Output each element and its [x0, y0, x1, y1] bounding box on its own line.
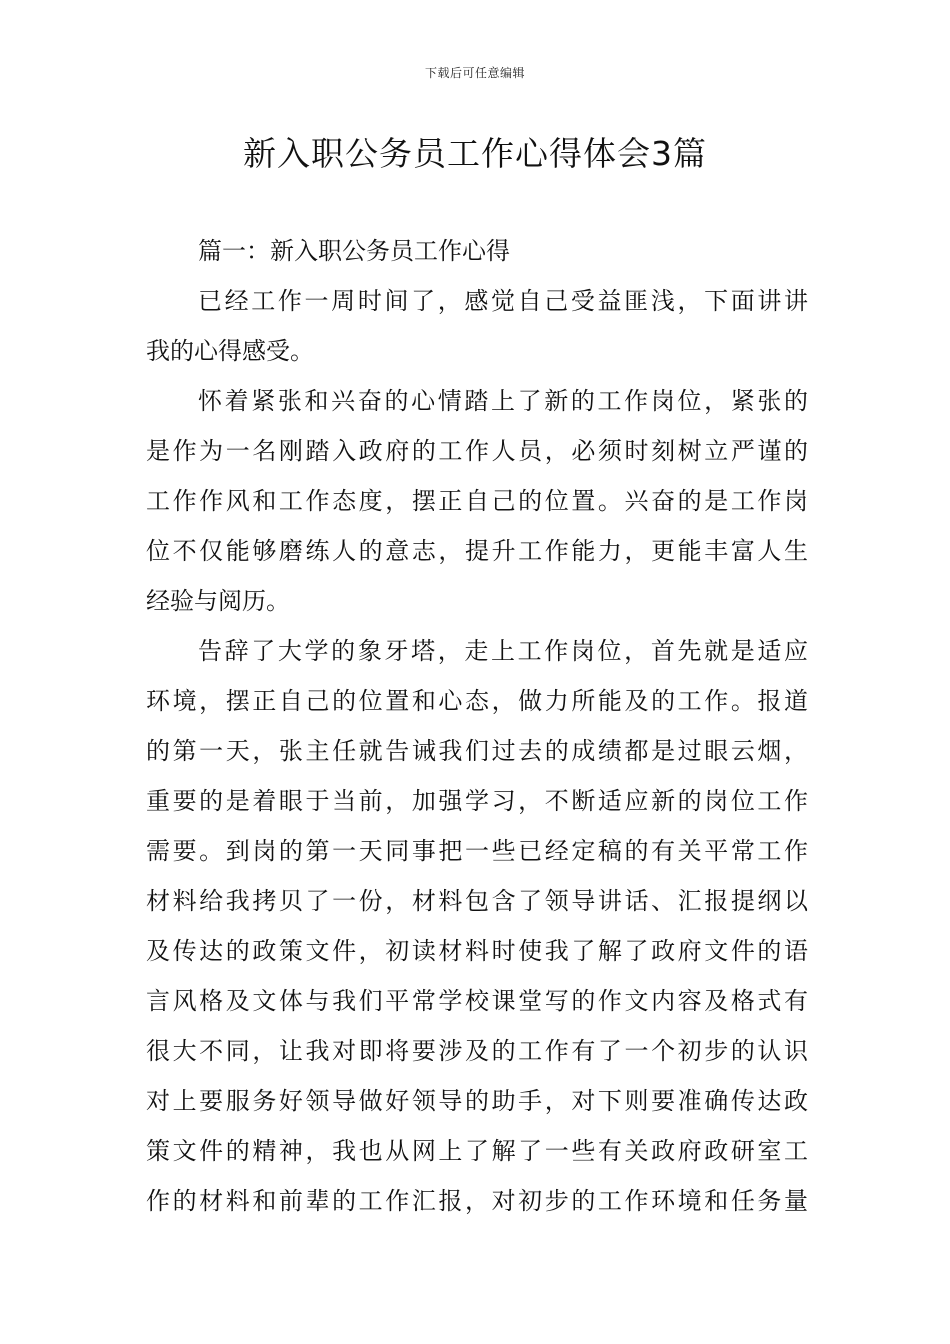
paragraph [146, 376, 808, 626]
paragraph [146, 626, 808, 1226]
paragraph [146, 276, 808, 376]
paragraph-line: 作的材料和前辈的工作汇报，对初步的工作环境和任务量 [146, 1187, 808, 1215]
section-heading: 篇一：新入职公务员工作心得 [198, 237, 510, 265]
paragraph-line: 怀着紧张和兴奋的心情踏上了新的工作岗位，紧张的 [198, 387, 808, 415]
paragraph-line: 材料给我拷贝了一份，材料包含了领导讲话、汇报提纲以 [146, 887, 808, 915]
paragraph-line: 及传达的政策文件，初读材料时使我了解了政府文件的语 [146, 937, 808, 965]
paragraph-line: 重要的是着眼于当前，加强学习，不断适应新的岗位工作 [146, 787, 808, 815]
paragraph-line: 策文件的精神，我也从网上了解了一些有关政府政研室工 [146, 1137, 808, 1165]
paragraph-line: 告辞了大学的象牙塔，走上工作岗位，首先就是适应 [198, 637, 808, 665]
paragraph-line: 是作为一名刚踏入政府的工作人员，必须时刻树立严谨的 [146, 437, 808, 465]
paragraph-line: 需要。到岗的第一天同事把一些已经定稿的有关平常工作 [146, 837, 808, 865]
paragraph-line: 的第一天，张主任就告诫我们过去的成绩都是过眼云烟， [146, 737, 808, 765]
header-note: 下载后可任意编辑 [424, 66, 525, 80]
document-body [146, 226, 808, 1226]
paragraph-line: 经验与阅历。 [146, 587, 290, 615]
paragraph-line: 对上要服务好领导做好领导的助手，对下则要准确传达政 [146, 1087, 808, 1115]
paragraph-line: 环境，摆正自己的位置和心态，做力所能及的工作。报道 [146, 687, 808, 715]
paragraph-line: 工作作风和工作态度，摆正自己的位置。兴奋的是工作岗 [146, 487, 808, 515]
paragraph-line: 已经工作一周时间了，感觉自己受益匪浅，下面讲讲 [198, 287, 808, 315]
paragraph-line: 位不仅能够磨练人的意志，提升工作能力，更能丰富人生 [146, 537, 808, 565]
paragraph-line: 言风格及文体与我们平常学校课堂写的作文内容及格式有 [146, 987, 808, 1015]
paragraph-line: 很大不同，让我对即将要涉及的工作有了一个初步的认识 [146, 1037, 808, 1065]
document-title: 新入职公务员工作心得体会3篇 [243, 134, 707, 173]
paragraph-line: 我的心得感受。 [146, 337, 314, 365]
